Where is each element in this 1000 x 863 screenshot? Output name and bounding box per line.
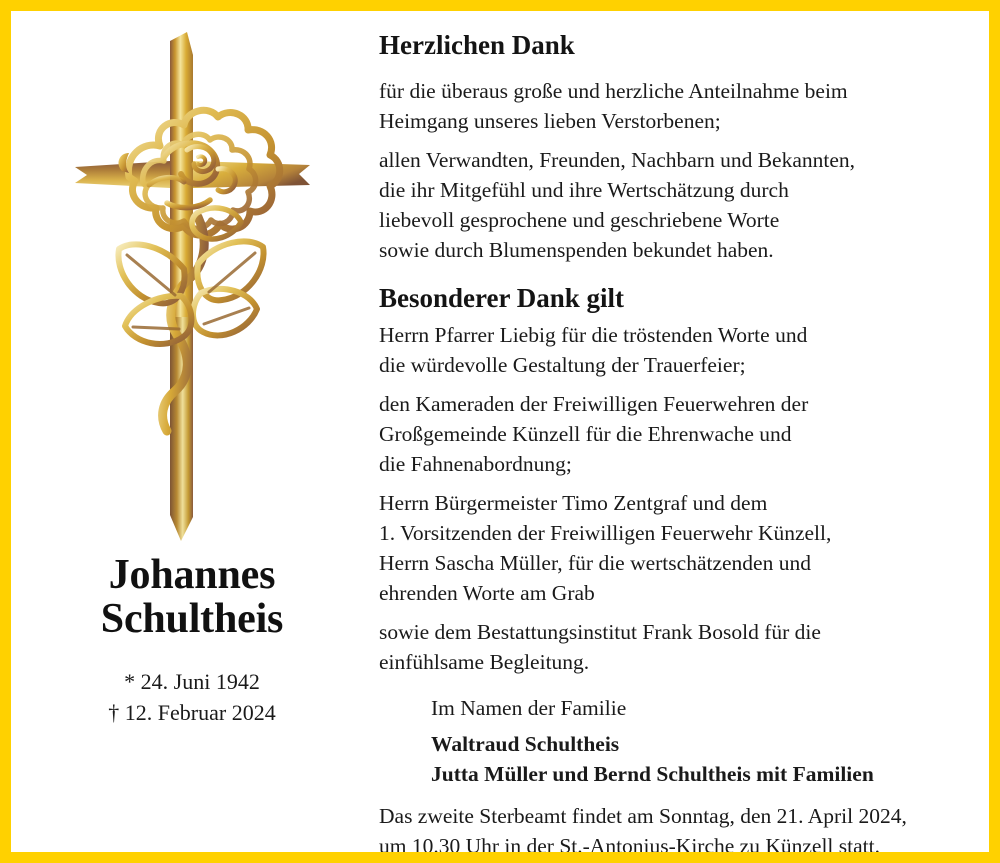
text-line: 1. Vorsitzenden der Freiwilligen Feuerwehr Künzell, xyxy=(379,520,832,545)
text-line: Heimgang unseres lieben Verstorbenen; xyxy=(379,108,721,133)
thanks-paragraph xyxy=(379,145,979,265)
text-line: Herrn Sascha Müller, für die wertschätzenden und xyxy=(379,550,811,575)
birth-date: * 24. Juni 1942 xyxy=(124,669,260,695)
text-line: die ihr Mitgefühl und ihre Wertschätzung durch xyxy=(379,177,789,202)
special-thanks-heading: Besonderer Dank gilt xyxy=(379,282,625,313)
thanks-heading: Herzlichen Dank xyxy=(379,30,575,60)
text-line: Großgemeinde Künzell für die Ehrenwache und xyxy=(379,421,792,446)
special-thanks-paragraph xyxy=(379,488,979,608)
text-line: Herrn Pfarrer Liebig für die tröstenden Worte und xyxy=(379,322,808,347)
text-line: ehrenden Worte am Grab xyxy=(379,580,595,605)
text-line: die Fahnenabordnung; xyxy=(379,451,572,476)
deceased-name xyxy=(101,553,283,641)
deceased-name-line: Johannes xyxy=(108,552,276,598)
text-line: liebevoll gesprochene und geschriebene Worte xyxy=(379,207,780,232)
special-thanks-paragraph xyxy=(379,617,979,677)
text-line: sowie durch Blumenspenden bekundet haben. xyxy=(379,237,774,262)
family-intro: Im Namen der Familie xyxy=(431,695,627,720)
text-line: allen Verwandten, Freunden, Nachbarn und Bekannten, xyxy=(379,147,856,172)
family-name-line: Waltraud Schultheis xyxy=(431,731,620,756)
text-line: Das zweite Sterbeamt findet am Sonntag, den 21. April 2024, xyxy=(379,803,907,828)
right-column xyxy=(373,11,989,858)
death-date: † 12. Februar 2024 xyxy=(108,699,276,725)
text-line: die würdevolle Gestaltung der Trauerfeier; xyxy=(379,352,746,377)
text-line: den Kameraden der Freiwilligen Feuerwehren der xyxy=(379,391,809,416)
special-thanks-paragraph xyxy=(379,320,979,380)
text-line: sowie dem Bestattungsinstitut Frank Bosold für die xyxy=(379,619,821,644)
deceased-name-line: Schultheis xyxy=(100,596,284,643)
golden-cross-with-rose-icon xyxy=(67,17,317,547)
family-names xyxy=(431,729,979,789)
text-line: Herrn Bürgermeister Timo Zentgraf und dem xyxy=(379,490,768,515)
text-line: für die überaus große und herzliche Anteilnahme beim xyxy=(379,78,848,103)
text-line: einfühlsame Begleitung. xyxy=(379,649,590,674)
left-column xyxy=(11,11,373,852)
family-name-line: Jutta Müller und Bernd Schultheis mit Familien xyxy=(431,761,874,786)
special-thanks-paragraph xyxy=(379,389,979,479)
text-line: um 10.30 Uhr in der St.-Antonius-Kirche zu Künzell statt. xyxy=(379,833,880,858)
thanks-paragraph xyxy=(379,76,979,136)
life-dates xyxy=(108,667,275,728)
closing-note xyxy=(379,801,979,861)
